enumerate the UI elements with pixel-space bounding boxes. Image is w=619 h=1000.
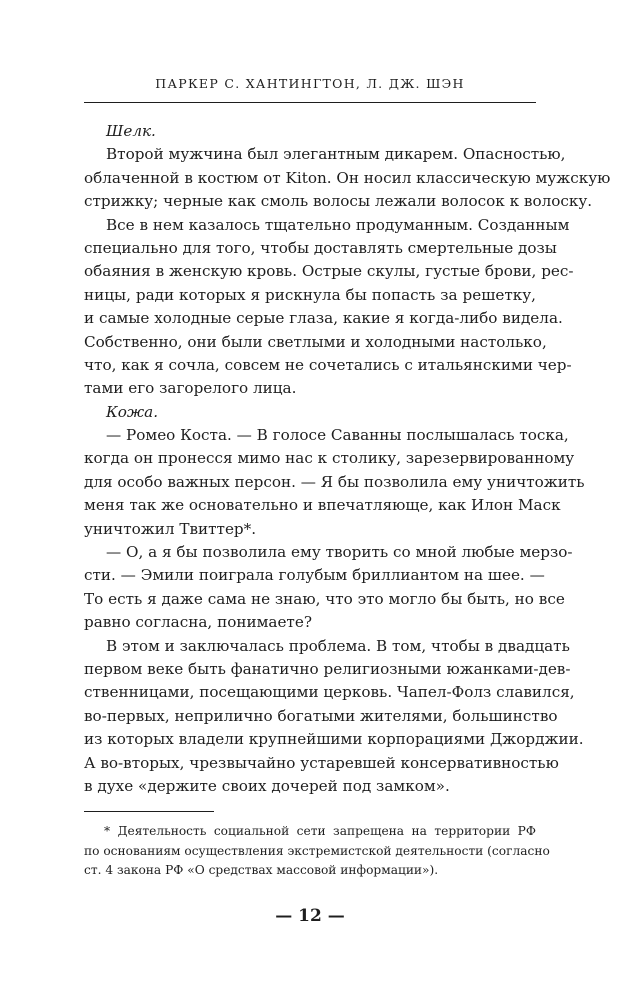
header-rule	[84, 102, 536, 103]
body-line: Все в нем казалось тщательно продуманным. Созданным	[106, 215, 570, 234]
body-line: Кожа.	[106, 402, 159, 421]
footnote	[84, 822, 550, 881]
body-line: стрижку; черные как смоль волосы лежали волосок к волоску.	[84, 192, 593, 211]
body-line: тами его загорелого лица.	[84, 379, 297, 398]
body-line: То есть я даже сама не знаю, что это могло бы быть, но все	[84, 589, 565, 608]
page-number: — 12 —	[275, 906, 345, 926]
body-line: ственницами, посещающими церковь. Чапел-Фолз славился,	[84, 683, 575, 702]
body-line: специально для того, чтобы доставлять смертельные дозы	[84, 238, 557, 257]
body-line: Шелк.	[106, 122, 156, 140]
body-line: из которых владели крупнейшими корпорациями Джорджии.	[84, 730, 584, 749]
footnote-line: по основаниям осуществления экстремистской деятельности (согласно	[84, 843, 550, 858]
body-line: — О, а я бы позволила ему творить со мной любые мерзо-	[106, 543, 573, 562]
running-header: ПАРКЕР С. ХАНТИНГТОН, Л. ДЖ. ШЭН	[155, 76, 465, 91]
body-line: ницы, ради которых я рискнула бы попасть за решетку,	[84, 285, 536, 304]
body-line: когда он пронесся мимо нас к столику, зарезервированному	[84, 449, 575, 468]
body-text	[84, 120, 611, 798]
body-line: равно согласна, понимаете?	[84, 613, 312, 632]
body-line: обаяния в женскую кровь. Острые скулы, густые брови, рес-	[84, 262, 574, 281]
body-line: меня так же основательно и впечатляюще, как Илон Маск	[84, 496, 561, 515]
footnote-line: ст. 4 закона РФ «О средствах массовой информации»).	[84, 863, 439, 877]
footnote-rule	[84, 811, 214, 812]
body-line: В этом и заключалась проблема. В том, чтобы в двадцать	[106, 636, 570, 655]
body-line: в духе «держите своих дочерей под замком».	[84, 776, 450, 795]
body-line: — Ромео Коста. — В голосе Саванны послышалась тоска,	[106, 426, 569, 445]
body-line: Собственно, они были светлыми и холодными настолько,	[84, 332, 547, 351]
body-line: сти. — Эмили поиграла голубым бриллиантом на шее. —	[84, 566, 545, 585]
body-line: уничтожил Твиттер*.	[84, 519, 257, 538]
body-line: А во-вторых, чрезвычайно устаревшей консервативностью	[84, 753, 559, 772]
body-line: во-первых, неприлично богатыми жителями, большинство	[84, 706, 558, 725]
body-line: что, как я сочла, совсем не сочетались с итальянскими чер-	[84, 355, 572, 374]
body-line: облаченной в костюм от Kiton. Он носил классическую мужскую	[84, 168, 611, 187]
footnote-line: * Деятельность социальной сети запрещена на территории РФ	[104, 824, 536, 838]
body-line: Второй мужчина был элегантным дикарем. Опасностью,	[106, 145, 566, 164]
body-line: и самые холодные серые глаза, какие я когда-либо видела.	[84, 309, 563, 328]
body-line: первом веке быть фанатично религиозными южанками-дев-	[84, 659, 571, 678]
body-line: для особо важных персон. — Я бы позволила ему уничтожить	[84, 472, 585, 491]
